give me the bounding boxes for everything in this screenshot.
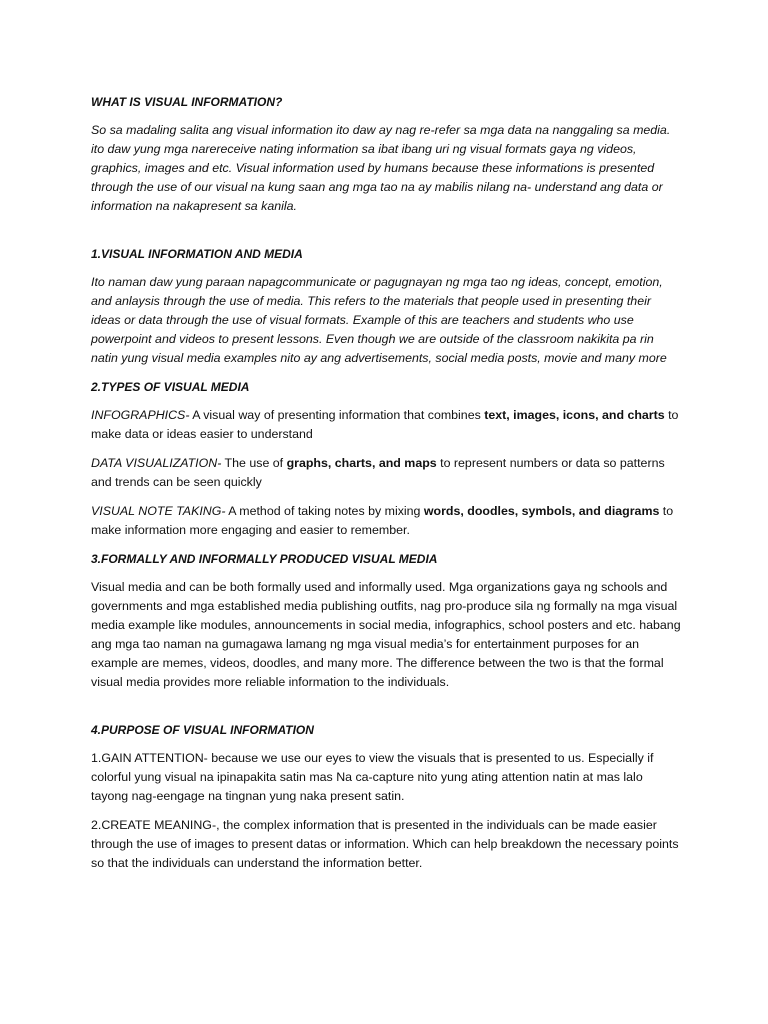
type-desc-pre: The use of	[221, 456, 287, 470]
type-desc-bold: graphs, charts, and maps	[286, 456, 437, 470]
paragraph-intro: So sa madaling salita ang visual information ito daw ay nag re-refer sa mga data na nanggaling sa media. ito daw yung mga narereceive nating information sa ibat ibang uri ng visual formats gaya ng videos, graphics, images and etc. Visual information used by humans because these informations is presented through the use of our visual na kung saan ang mga tao na ay mabilis nilang na- understand ang data or information na nakapresent sa kanila.	[91, 123, 671, 213]
type-desc-bold: text, images, icons, and charts	[484, 408, 665, 422]
type-term: INFOGRAPHICS-	[91, 408, 190, 422]
section-heading-purpose-of-visual-information: 4.PURPOSE OF VISUAL INFORMATION	[91, 723, 314, 737]
type-term: DATA VISUALIZATION-	[91, 456, 222, 470]
spacer	[91, 702, 681, 721]
type-desc-post: to make data or ideas easier to understand	[91, 408, 679, 441]
paragraph-gain-attention: 1.GAIN ATTENTION- because we use our eyes to view the visuals that is presented to us. Especially if colorful yung visual na ipinapakita satin mas Na ca-capture nito yung ating attention natin at mas lalo tayong nag-eengage na tingnan yung naka present satin.	[91, 751, 654, 803]
type-desc-pre: A method of taking notes by mixing	[225, 504, 424, 518]
paragraph-visual-information-and-media: Ito naman daw yung paraan napagcommunicate or pagugnayan ng mga tao ng ideas, concept, emotion, and anlaysis through the use of media. This refers to the materials that people used in presenting their ideas or data through the use of visual formats. Example of this are teachers and students who use powerpoint and videos to present lessons. Even though we are outside of the classroom nakikita pa rin natin yung visual media examples nito ay ang advertisements, social media posts, movie and many more	[91, 275, 667, 365]
paragraph-create-meaning: 2.CREATE MEANING-, the complex information that is presented in the individuals can be made easier through the use of images to present datas or information. Which can help breakdown the necessary points so that the individuals can understand the information better.	[91, 818, 679, 870]
type-term: VISUAL NOTE TAKING-	[91, 504, 226, 518]
type-item-infographics	[91, 406, 681, 444]
paragraph-formally-and-informally-produced: Visual media and can be both formally used and informally used. Mga organizations gaya ng schools and governments and mga established media publishing outfits, nag pro-produce sila ng formally na mga visual media example like modules, announcements in social media, infographics, school posters and etc. habang ang mga tao naman na gumagawa lamang ng mga visual media’s for entertainment purposes for an example are memes, videos, doodles, and many more. The difference between the two is that the formal visual media provides more reliable information to the individuals.	[91, 580, 681, 689]
type-desc-pre: A visual way of presenting information that combines	[189, 408, 485, 422]
type-desc-post: to represent numbers or data so patterns and trends can be seen quickly	[91, 456, 665, 489]
section-heading-visual-information-and-media: 1.VISUAL INFORMATION AND MEDIA	[91, 247, 303, 261]
section-heading-what-is-visual-information: WHAT IS VISUAL INFORMATION?	[91, 95, 283, 109]
spacer	[91, 226, 681, 245]
type-desc-bold: words, doodles, symbols, and diagrams	[423, 504, 660, 518]
type-desc-post: to make information more engaging and easier to remember.	[91, 504, 674, 537]
document-page	[91, 93, 681, 883]
section-heading-formally-and-informally-produced: 3.FORMALLY AND INFORMALLY PRODUCED VISUAL MEDIA	[91, 552, 438, 566]
type-item-visual-note-taking	[91, 502, 681, 540]
type-item-data-visualization	[91, 454, 681, 492]
section-heading-types-of-visual-media: 2.TYPES OF VISUAL MEDIA	[91, 380, 250, 394]
